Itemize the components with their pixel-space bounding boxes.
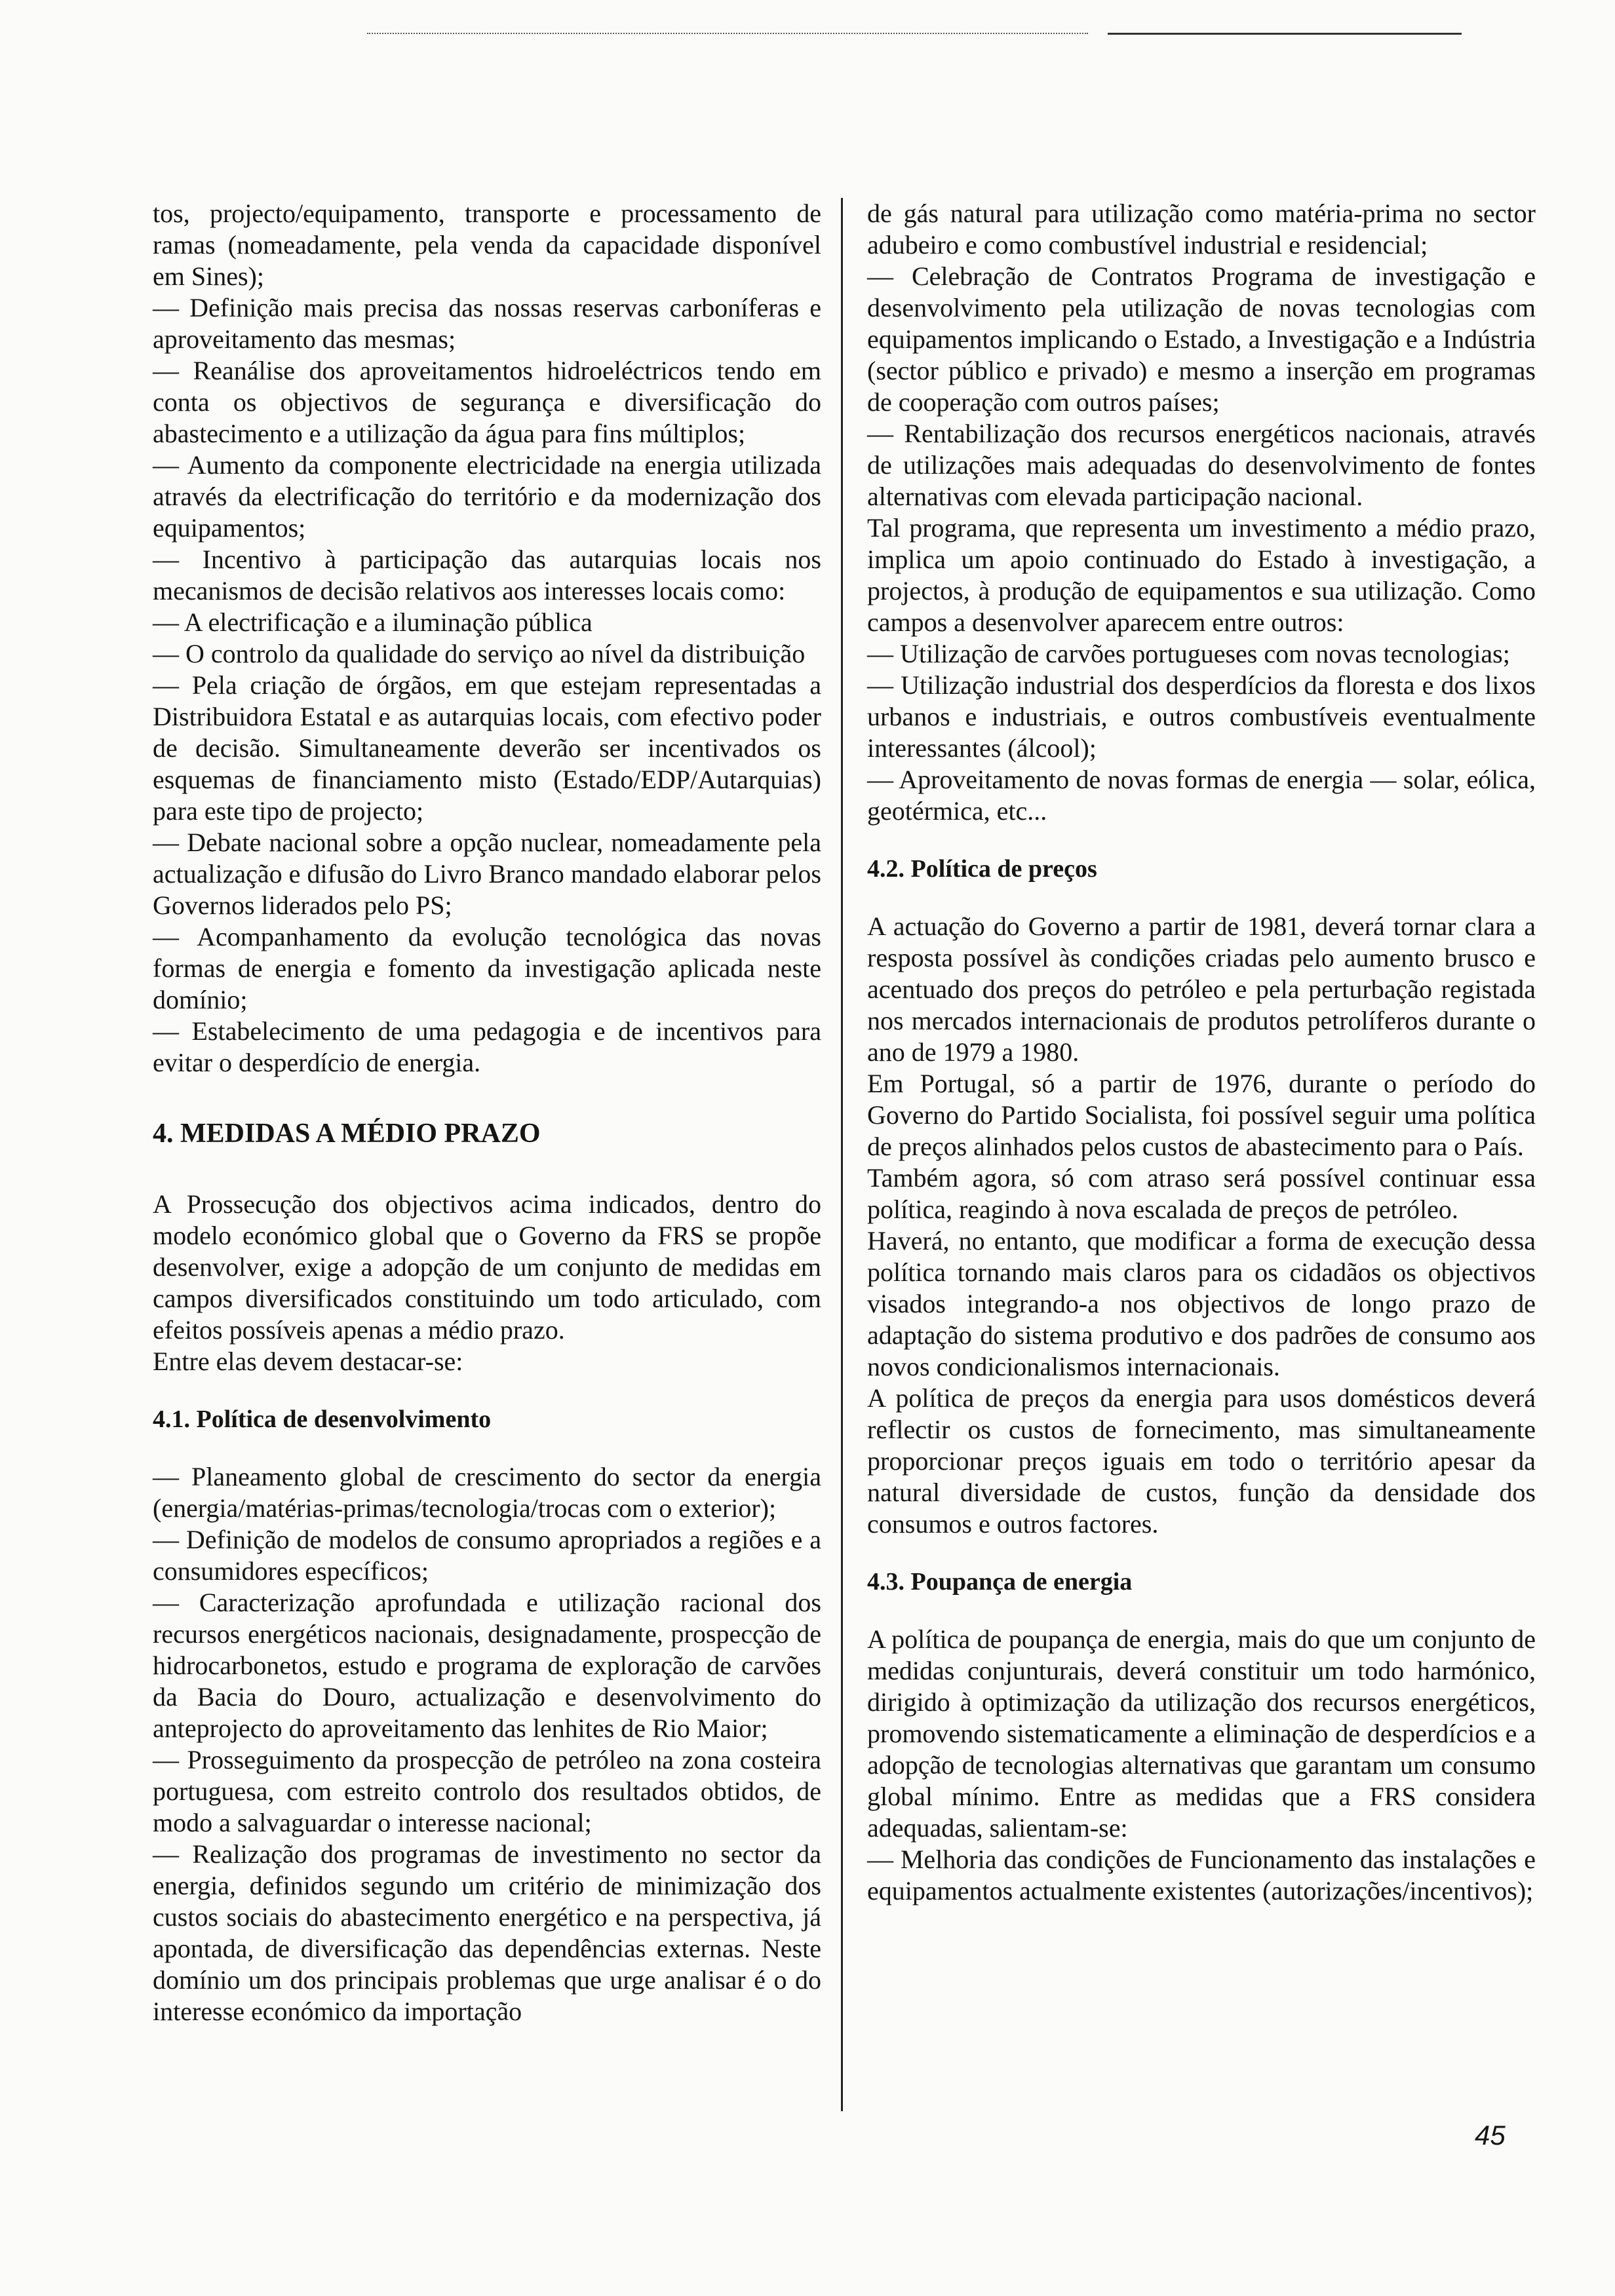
paragraph: — Debate nacional sobre a opção nuclear, nomeadamente pela actualização e difusão do Livro Branco mandado elaborar pelos Governos liderados pelo PS; — [153, 828, 821, 920]
paragraph: — Definição mais precisa das nossas reservas carboníferas e aproveitamento das mesmas; — [153, 293, 821, 354]
paragraph: A política de poupança de energia, mais do que um conjunto de medidas conjunturais, deverá constituir um todo harmónico, dirigido à optimização da utilização dos recursos energéticos, promovendo sistematicamente a eliminação de desperdícios e a adopção de tecnologias alternativas que garantam um consumo global mínimo. Entre as medidas que a FRS considera adequadas, salientam-se: — [867, 1624, 1536, 1843]
paragraph: — Estabelecimento de uma pedagogia e de incentivos para evitar o desperdício de energia. — [153, 1016, 821, 1077]
paragraph: — Definição de modelos de consumo apropriados a regiões e a consumidores específicos; — [153, 1525, 821, 1586]
subsection-heading: 4.1. Política de desenvolvimento — [153, 1406, 492, 1433]
top-scan-rule-left — [367, 33, 1088, 34]
section-heading: 4. MEDIDAS A MÉDIO PRAZO — [153, 1119, 541, 1149]
paragraph: Entre elas devem destacar-se: — [153, 1347, 463, 1376]
right-column — [867, 198, 1536, 1907]
paragraph: — Melhoria das condições de Funcionamento das instalações e equipamentos actualmente existentes (autorizações/incentivos); — [867, 1845, 1536, 1905]
paragraph: — Realização dos programas de investimento no sector da energia, definidos segundo um critério de minimização dos custos sociais do abastecimento energético e na perspectiva, já apontada, de diversificação das dependências externas. Neste domínio um dos principais problemas que urge analisar é o do interesse económico da importação — [153, 1839, 821, 2026]
paragraph: Em Portugal, só a partir de 1976, durante o período do Governo do Partido Socialista, foi possível seguir uma política de preços alinhados pelos custos de abastecimento para o País. — [867, 1069, 1536, 1161]
paragraph: — Aproveitamento de novas formas de energia — solar, eólica, geotérmica, etc... — [867, 765, 1536, 826]
left-column — [153, 198, 821, 2027]
paragraph: — Rentabilização dos recursos energéticos nacionais, através de utilizações mais adequadas do desenvolvimento de fontes alternativas com elevada participação nacional. — [867, 419, 1536, 511]
paragraph: — Acompanhamento da evolução tecnológica das novas formas de energia e fomento da investigação aplicada neste domínio; — [153, 922, 821, 1014]
paragraph: — Reanálise dos aproveitamentos hidroeléctricos tendo em conta os objectivos de segurança e diversificação do abastecimento e a utilização da água para fins múltiplos; — [153, 356, 821, 448]
paragraph: A actuação do Governo a partir de 1981, deverá tornar clara a resposta possível às condições criadas pelo aumento brusco e acentuado dos preços do petróleo e pela perturbação registada nos mercados internacionais de produtos petrolíferos durante o ano de 1979 a 1980. — [867, 911, 1536, 1067]
paragraph: — Prosseguimento da prospecção de petróleo na zona costeira portuguesa, com estreito controlo dos resultados obtidos, de modo a salvaguardar o interesse nacional; — [153, 1745, 821, 1837]
top-scan-rule-right — [1108, 33, 1462, 35]
paragraph: Haverá, no entanto, que modificar a forma de execução dessa política tornando mais claros para os cidadãos os objectivos visados integrando-a nos objectivos de longo prazo de adaptação do sistema produtivo e dos padrões de consumo aos novos condicionalismos internacionais. — [867, 1226, 1536, 1381]
paragraph: Tal programa, que representa um investimento a médio prazo, implica um apoio continuado do Estado à investigação, a projectos, à produção de equipamentos e sua utilização. Como campos a desenvolver aparecem entre outros: — [867, 513, 1536, 637]
column-divider — [841, 198, 843, 2111]
paragraph: — Celebração de Contratos Programa de investigação e desenvolvimento pela utilização de novas tecnologias com equipamentos implicando o Estado, a Investigação e a Indústria (sector público e privado) e mesmo a inserção em programas de cooperação com outros países; — [867, 261, 1536, 417]
paragraph: — Utilização de carvões portugueses com novas tecnologias; — [867, 639, 1510, 668]
paragraph: de gás natural para utilização como matéria-prima no sector adubeiro e como combustível industrial e residencial; — [867, 199, 1536, 259]
paragraph: — Utilização industrial dos desperdícios da floresta e dos lixos urbanos e industriais, e outros combustíveis eventualmente interessantes (álcool); — [867, 670, 1536, 763]
paragraph: A Prossecução dos objectivos acima indicados, dentro do modelo económico global que o Governo da FRS se propõe desenvolver, exige a adopção de um conjunto de medidas em campos diversificados constituindo um todo articulado, com efeitos possíveis apenas a médio prazo. — [153, 1189, 821, 1345]
paragraph: tos, projecto/equipamento, transporte e processamento de ramas (nomeadamente, pela venda da capacidade disponível em Sines); — [153, 199, 821, 291]
subsection-heading: 4.3. Poupança de energia — [867, 1568, 1133, 1596]
paragraph: A política de preços da energia para usos domésticos deverá reflectir os custos de fornecimento, mas simultaneamente proporcionar preços iguais em todo o território apesar da natural diversidade de custos, função da densidade dos consumos e outros factores. — [867, 1383, 1536, 1539]
paragraph: — Planeamento global de crescimento do sector da energia (energia/matérias-primas/tecnologia/trocas com o exterior); — [153, 1462, 821, 1523]
page-number: 45 — [1475, 2120, 1506, 2151]
paragraph: — Aumento da componente electricidade na energia utilizada através da electrificação do território e da modernização dos equipamentos; — [153, 450, 821, 543]
subsection-heading: 4.2. Política de preços — [867, 855, 1097, 883]
paragraph: Também agora, só com atraso será possível continuar essa política, reagindo à nova escalada de preços de petróleo. — [867, 1163, 1536, 1224]
paragraph: — A electrificação e a iluminação pública — [153, 607, 593, 637]
paragraph: — Pela criação de órgãos, em que estejam representadas a Distribuidora Estatal e as autarquias locais, com efectivo poder de decisão. Simultaneamente deverão ser incentivados os esquemas de financiamento misto (Estado/EDP/Autarquias) para este tipo de projecto; — [153, 670, 821, 826]
paragraph: — Incentivo à participação das autarquias locais nos mecanismos de decisão relativos aos interesses locais como: — [153, 545, 821, 605]
paragraph: — O controlo da qualidade do serviço ao nível da distribuição — [153, 639, 806, 668]
paragraph: — Caracterização aprofundada e utilização racional dos recursos energéticos nacionais, designadamente, prospecção de hidrocarbonetos, estudo e programa de exploração de carvões da Bacia do Douro, actualização e desenvolvimento do anteprojecto do aproveitamento das lenhites de Rio Maior; — [153, 1588, 821, 1743]
